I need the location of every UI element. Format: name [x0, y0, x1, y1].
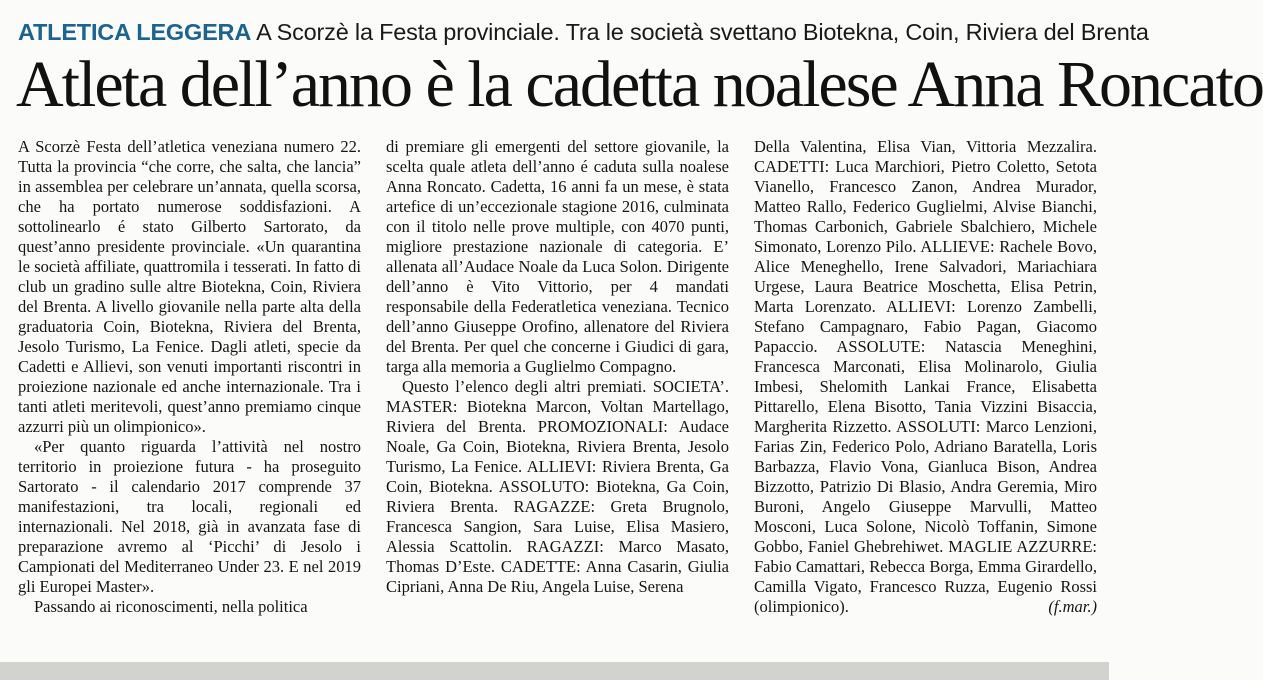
paragraph: «Per quanto riguarda l’attività nel nostro territorio in proiezione futura - ha proseguito Sartorato - il calendario 2017 comprende 37 manifestazioni, tra locali, regionali ed internazionali. Nel 2018, già in avanzata fase di preparazione avremo al ‘Picchi’ di Jesolo i Campionati del Mediterraneo Under 23. E nel 2019 gli Europei Master». [18, 437, 361, 596]
cropped-previous-line [0, 0, 1109, 6]
article-kicker [18, 16, 1149, 48]
article-column-2 [386, 137, 729, 647]
paragraph: Questo l’elenco degli altri premiati. SOCIETA’. MASTER: Biotekna Marcon, Voltan Martellago, Riviera del Brenta. PROMOZIONALI: Audace Noale, Ga Coin, Biotekna, Riviera Brenta, Jesolo Turismo, La Fenice. ALLIEVI: Riviera Brenta, Ga Coin, Biotekna. ASSOLUTO: Biotekna, Ga Coin, Riviera Brenta. RAGAZZE: Greta Brugnolo, Francesca Sangion, Sara Luise, Elisa Masiero, Alessia Scattolin. RAGAZZI: Marco Masato, Thomas D’Este. CADETTE: Anna Casarin, Giulia Cipriani, Anna De Riu, Angela Luise, Serena [386, 377, 729, 596]
page-bottom-border [0, 662, 1109, 680]
article-column-3 [754, 137, 1097, 647]
paragraph: di premiare gli emergenti del settore giovanile, la scelta quale atleta dell’anno é caduta sulla noalese Anna Roncato. Cadetta, 16 anni fa un mese, è stata artefice di un’eccezionale stagione 2016, culminata con il titolo nelle prove multiple, con 4070 punti, migliore prestazione nazionale di categoria. E’ allenata all’Audace Noale da Luca Solon. Dirigente dell’anno è Vito Vittorio, per 4 mandati responsabile della Federatletica veneziana. Tecnico dell’anno Giuseppe Orofino, allenatore del Riviera del Brenta. Per quel che concerne i Giudici di gara, targa alla memoria a Guglielmo Compagno. [386, 137, 729, 376]
paragraph: A Scorzè Festa dell’atletica veneziana numero 22. Tutta la provincia “che corre, che salta, che lancia” in assemblea per celebrare un’annata, quella scorsa, che ha portato numerose soddisfazioni. A sottolinearlo é stato Gilberto Sartorato, da quest’anno presidente provinciale. «Un quarantina le società affiliate, quattromila i tesserati. In fatto di club un gradino sulle altre Biotekna, Coin, Riviera del Brenta. A livello giovanile nella parte alta della graduatoria Coin, Biotekna, Riviera del Brenta, Jesolo Turismo, La Fenice. Dagli atleti, specie da Cadetti e Allievi, son venuti importanti riscontri in proiezione nazionale ed anche internazionale. Tra i tanti atleti meritevoli, quest’anno premiamo cinque azzurri più un olimpionico». [18, 137, 361, 436]
subheadline: A Scorzè la Festa provinciale. Tra le società svettano Biotekna, Coin, Riviera del Brenta [256, 19, 1149, 45]
section-tag: ATLETICA LEGGERA [18, 19, 252, 45]
author-signature: (f.mar.) [1048, 597, 1097, 616]
article-column-1 [18, 137, 361, 647]
paragraph: Della Valentina, Elisa Vian, Vittoria Mezzalira. CADETTI: Luca Marchiori, Pietro Coletto, Setota Vianello, Francesco Zanon, Andrea Murador, Matteo Rallo, Federico Guglielmi, Alvise Bianchi, Thomas Carbonich, Gabriele Sbalchiero, Michele Simonato, Lorenzo Pilo. ALLIEVE: Rachele Bovo, Alice Meneghello, Irene Salvadori, Mariachiara Urgese, Laura Beatrice Moschetta, Elisa Petrin, Marta Lorenzato. ALLIEVI: Lorenzo Zambelli, Stefano Campagnaro, Fabio Pagan, Giacomo Papaccio. ASSOLUTE: Natascia Meneghini, Francesca Marconati, Elisa Molinarolo, Giulia Imbesi, Shelomith Lankai France, Elisabetta Pittarello, Elena Bisotto, Tania Vizzini Bisaccia, Margherita Rizzetto. ASSOLUTI: Marco Lenzioni, Farias Zin, Federico Polo, Adriano Baratella, Loris Barbazza, Flavio Vona, Gianluca Bison, Andrea Bizzotto, Patrizio Di Blasio, Andra Geremia, Miro Buroni, Angelo Giuseppe Marvulli, Matteo Mosconi, Luca Solone, Nicolò Toffanin, Simone Gobbo, Faniel Ghebrehiwet. MAGLIE AZZURRE: Fabio Camattari, Rebecca Borga, Emma Girardello, Camilla Vigato, Francesco Ruzza, Eugenio Rossi (olimpionico). [754, 137, 1097, 616]
paragraph: Passando ai riconoscimenti, nella politica [34, 597, 308, 616]
headline: Atleta dell’anno è la cadetta noalese Anna Roncato [16, 48, 1263, 121]
